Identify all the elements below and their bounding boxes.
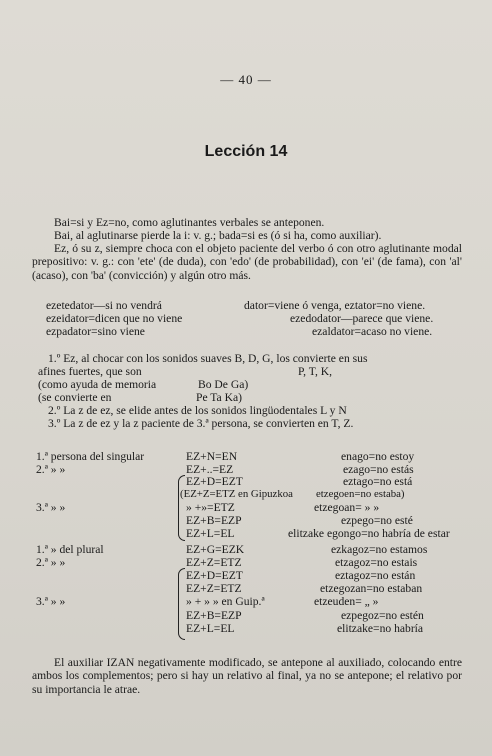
conj-result-9: etzagoz=no estais [335,556,418,569]
conj-result-6: ezpego=no esté [341,514,413,527]
conj-result-10: eztagoz=no están [335,569,416,582]
conj-person-8: 1.ª » del plural [36,543,104,556]
intro-paragraph-3: Ez, ó su z, siempre choca con el objeto paciente del verbo ó con otro aglutinante modal prepositivo: v. g.: con 'ete' (de duda), con 'edo' (de probabilidad), con 'ei' (de fama), con 'al' (acaso), con 'ba' (convicción) y algún otro más. [32,242,462,282]
rule-2: 2.º La z de ez, se elide antes de los sonidos lingüodentales L y N [48,404,347,417]
conj-person-12: 3.ª » » [36,595,66,608]
conj-formula-5: » +»=ETZ [186,501,235,514]
conj-formula-3: EZ+D=EZT [186,475,243,488]
bracket-3rd-singular [178,475,185,541]
conj-result-8: ezkagoz=no estamos [331,543,428,556]
closing-paragraph: El auxiliar IZAN negativamente modificado, se antepone al auxiliado, colocando entre ambos los complementos; pero si hay un relativo al final, ya no se antepone; el relativo por su importancia le atrae. [32,656,462,696]
example-left-2: ezeidator=dicen que no viene [46,312,183,325]
conj-result-11: etzegozan=no estaban [320,582,423,595]
conj-person-9: 2.ª » » [36,556,66,569]
conj-formula-13: EZ+B=EZP [186,609,242,622]
conj-formula-14: EZ+L=EL [186,622,235,635]
example-left-1: ezetedator—si no vendrá [46,299,162,312]
rule-1-converts-values: Pe Ta Ka) [196,391,242,404]
page-number: — 40 — [220,72,272,87]
conj-result-3: eztago=no está [343,475,413,488]
rule-1-memory-values: Bo De Ga) [198,378,249,391]
lesson-title: Lección 14 [204,143,288,160]
conj-formula-2: EZ+..=EZ [186,463,234,476]
conj-person-5: 3.ª » » [36,501,66,514]
conj-result-14: elitzake=no habría [337,622,424,635]
example-right-2: ezedodator—parece que viene. [290,312,434,325]
conj-result-13: ezpegoz=no estén [341,609,424,622]
conj-person-2: 2.ª » » [36,463,66,476]
rule-1: 1.º Ez, al chocar con los sonidos suaves B, D, G, los convierte en sus [48,352,368,365]
conj-person-1: 1.ª persona del singular [36,450,145,463]
rule-1-afines-values: P, T, K, [298,365,333,378]
example-right-1: dator=viene ó venga, eztator=no viene. [244,299,426,312]
conj-result-12: etzeuden= „ » [314,595,379,608]
bracket-3rd-plural [178,568,185,640]
conj-result-2: ezago=no estás [343,463,414,476]
conj-result-5: etzegoan= » » [314,501,380,514]
conj-formula-4: (EZ+Z=ETZ en Gipuzkoa [180,488,293,500]
conj-formula-11: EZ+Z=ETZ [186,582,242,595]
conj-formula-9: EZ+Z=ETZ [186,556,242,569]
conj-result-1: enago=no estoy [341,450,415,463]
conj-formula-8: EZ+G=EZK [186,543,245,556]
intro-line-2: Bai, al aglutinarse pierde la i: v. g.; bada=si es (ó si ha, como auxiliar). [54,229,382,242]
rule-1-afines: afines fuertes, que son [38,365,142,378]
conj-formula-12: » + » » en Guip.ª [186,595,265,608]
rule-1-converts: (se convierte en [38,391,112,404]
example-left-3: ezpadator=sino viene [46,325,145,338]
conj-result-4: etzegoen=no estaba) [316,488,405,500]
example-right-3: ezaldator=acaso no viene. [312,325,433,338]
conj-formula-6: EZ+B=EZP [186,514,242,527]
conj-formula-7: EZ+L=EL [186,527,235,540]
conj-formula-10: EZ+D=EZT [186,569,243,582]
rule-3: 3.º La z de ez y la z paciente de 3.ª persona, se convierten en T, Z. [48,417,354,430]
intro-line-1: Bai=si y Ez=no, como aglutinantes verbales se anteponen. [54,216,325,229]
conj-result-7: elitzake egongo=no habría de estar [288,527,450,540]
rule-1-memory: (como ayuda de memoria [38,378,157,391]
conj-formula-1: EZ+N=EN [186,450,238,463]
